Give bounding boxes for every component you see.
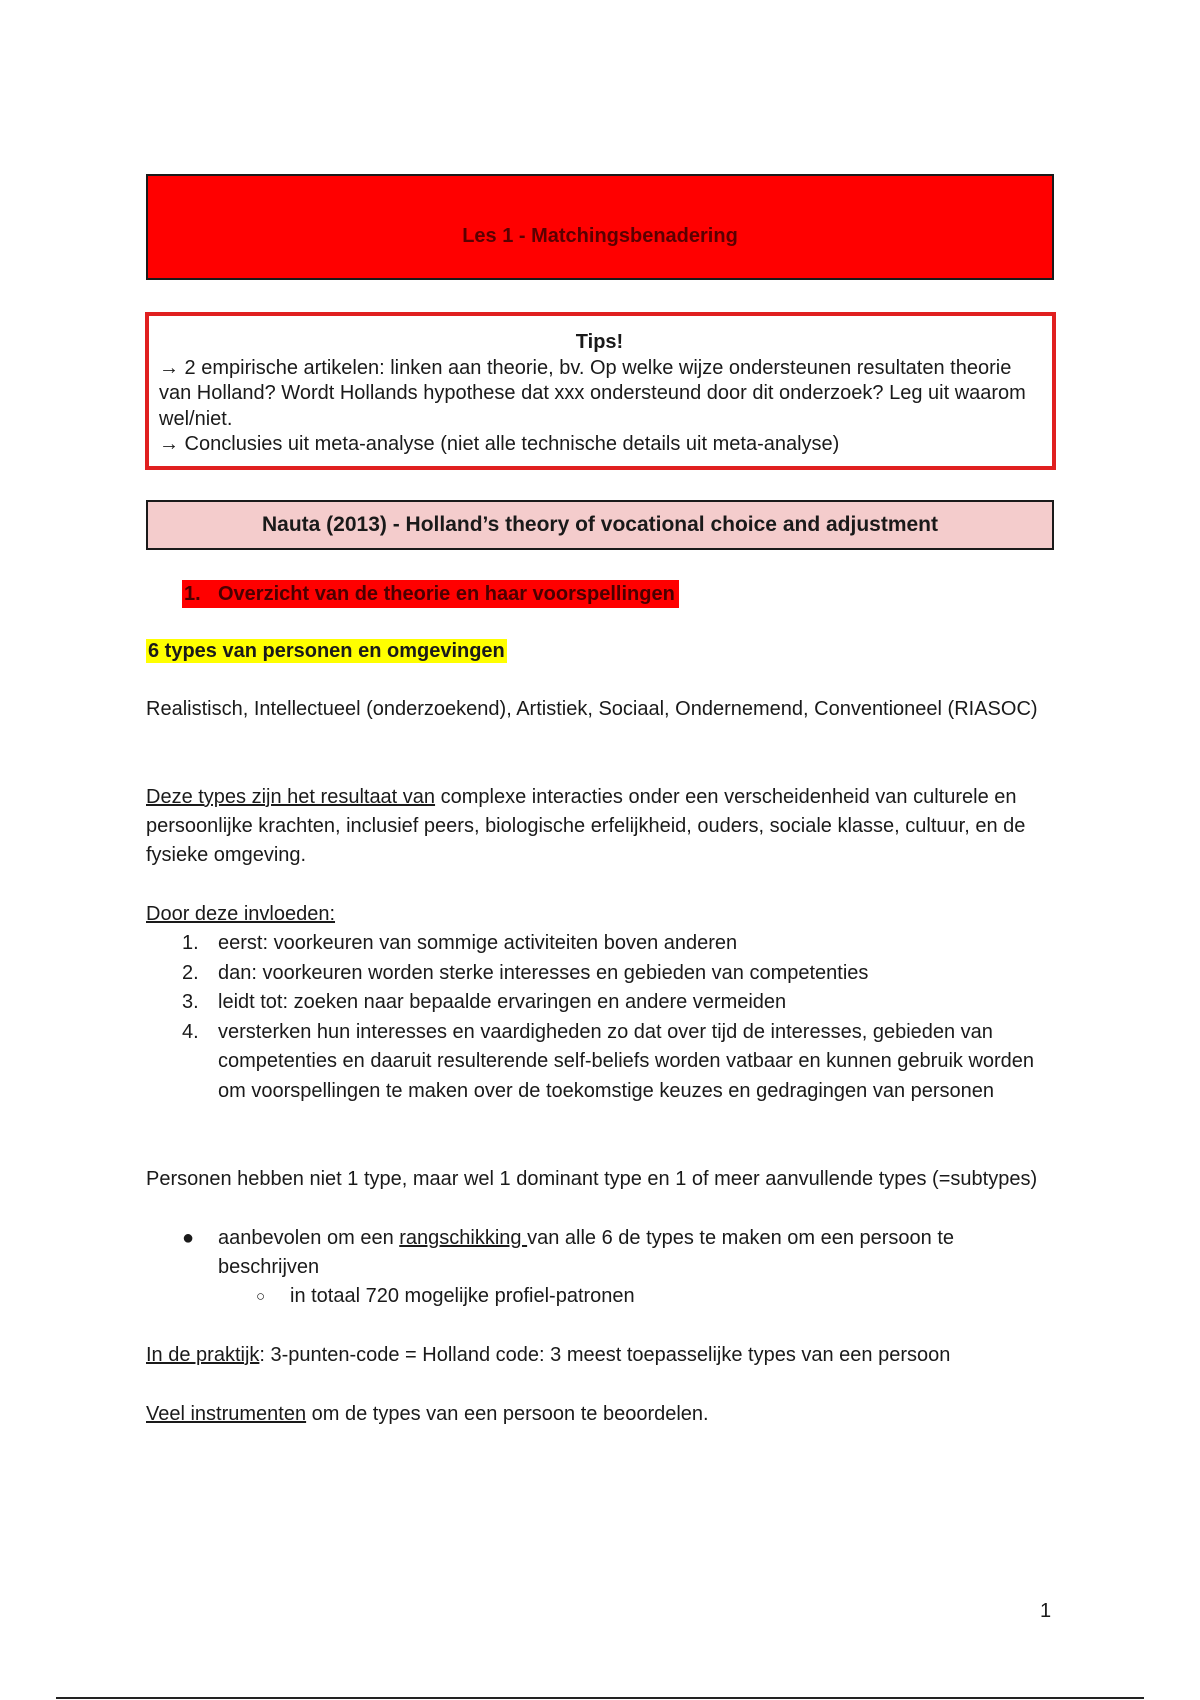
practice-underlined: In de praktijk: [146, 1344, 260, 1366]
bullet-text-before: aanbevolen om een: [218, 1227, 400, 1249]
types-paragraph: Realistisch, Intellectueel (onderzoekend), Artistiek, Sociaal, Ondernemend, Conventioneel (RIASOC): [146, 698, 1038, 720]
tips-line-1: → 2 empirische artikelen: linken aan theorie, bv. Op welke wijze ondersteunen resultaten theorie van Holland? Wordt Hollands hypothese dat xxx ondersteund door dit onderzoek? Leg uit waarom wel/niet.: [159, 356, 1026, 430]
page-number: 1: [1040, 1600, 1052, 1622]
list-item-text: versterken hun interesses en vaardigheden zo dat over tijd de interesses, gebieden van competenties en daaruit resulterende self-beliefs worden vatbaar en kunnen gebruik worden om voorspellingen te maken over de toekomstige keuzes en gedragingen van personen: [218, 1020, 1035, 1102]
source-title: Nauta (2013) - Holland’s theory of vocational choice and adjustment: [261, 513, 939, 536]
list-item: [146, 929, 1046, 959]
bullet-item: [146, 1224, 1046, 1282]
section-number: 1.: [184, 583, 201, 605]
influences-label: [146, 900, 1046, 929]
list-item-text: dan: voorkeuren worden sterke interesses en gebieden van competenties: [218, 961, 869, 984]
result-paragraph: [146, 783, 1046, 870]
list-number: 1.: [182, 932, 199, 954]
bullet-text-after: van alle 6 de types te maken om een persoon te beschrijven: [218, 1227, 955, 1278]
bottom-divider: [56, 1697, 1144, 1699]
result-rest: complexe interacties onder een verscheidenheid van culturele en persoonlijke krachten, inclusief peers, biologische erfelijkheid, ouders, sociale klasse, cultuur, en de fysieke omgeving.: [146, 786, 1026, 866]
list-item: [146, 988, 1046, 1018]
hollow-bullet-icon: ○: [256, 1288, 266, 1305]
tips-box: [145, 312, 1056, 470]
list-item-text: eerst: voorkeuren van sommige activiteiten boven anderen: [218, 932, 738, 954]
influences-label-text: Door deze invloeden:: [146, 903, 336, 925]
instruments-underlined: Veel instrumenten: [146, 1403, 307, 1425]
list-item: [146, 1018, 1046, 1107]
types-subheading: 6 types van personen en omgevingen: [148, 640, 505, 662]
title-banner: [146, 174, 1054, 280]
bullet-underlined: rangschikking: [399, 1227, 528, 1249]
source-title-box: [146, 500, 1054, 550]
instruments-rest: om de types van een persoon te beoordelen.: [306, 1403, 709, 1425]
persons-paragraph: Personen hebben niet 1 type, maar wel 1 dominant type en 1 of meer aanvullende types (=subtypes): [146, 1168, 1038, 1190]
practice-paragraph: [146, 1341, 1046, 1370]
bullet-list: [146, 1224, 1046, 1311]
list-number: 2.: [182, 961, 199, 984]
sub-bullet-item: [146, 1282, 1046, 1311]
section-heading: [182, 580, 679, 608]
bullet-dot-icon: ●: [182, 1227, 195, 1249]
sub-bullet-text: in totaal 720 mogelijke profiel-patronen: [290, 1285, 635, 1307]
practice-rest: : 3-punten-code = Holland code: 3 meest toepasselijke types van een persoon: [259, 1344, 951, 1366]
section-label: Overzicht van de theorie en haar voorspellingen: [218, 583, 675, 605]
result-underlined: Deze types zijn het resultaat van: [146, 786, 436, 808]
tips-heading: Tips!: [575, 331, 624, 353]
tips-line-2: → Conclusies uit meta-analyse (niet alle technische details uit meta-analyse): [159, 433, 840, 455]
list-item-text: leidt tot: zoeken naar bepaalde ervaringen en andere vermeiden: [218, 991, 787, 1013]
list-number: 4.: [182, 1020, 199, 1043]
page-title: Les 1 - Matchingsbenadering: [462, 224, 738, 247]
list-item: [146, 959, 1046, 989]
influences-list: [146, 929, 1046, 1106]
instruments-paragraph: [146, 1400, 1046, 1429]
list-number: 3.: [182, 991, 199, 1013]
